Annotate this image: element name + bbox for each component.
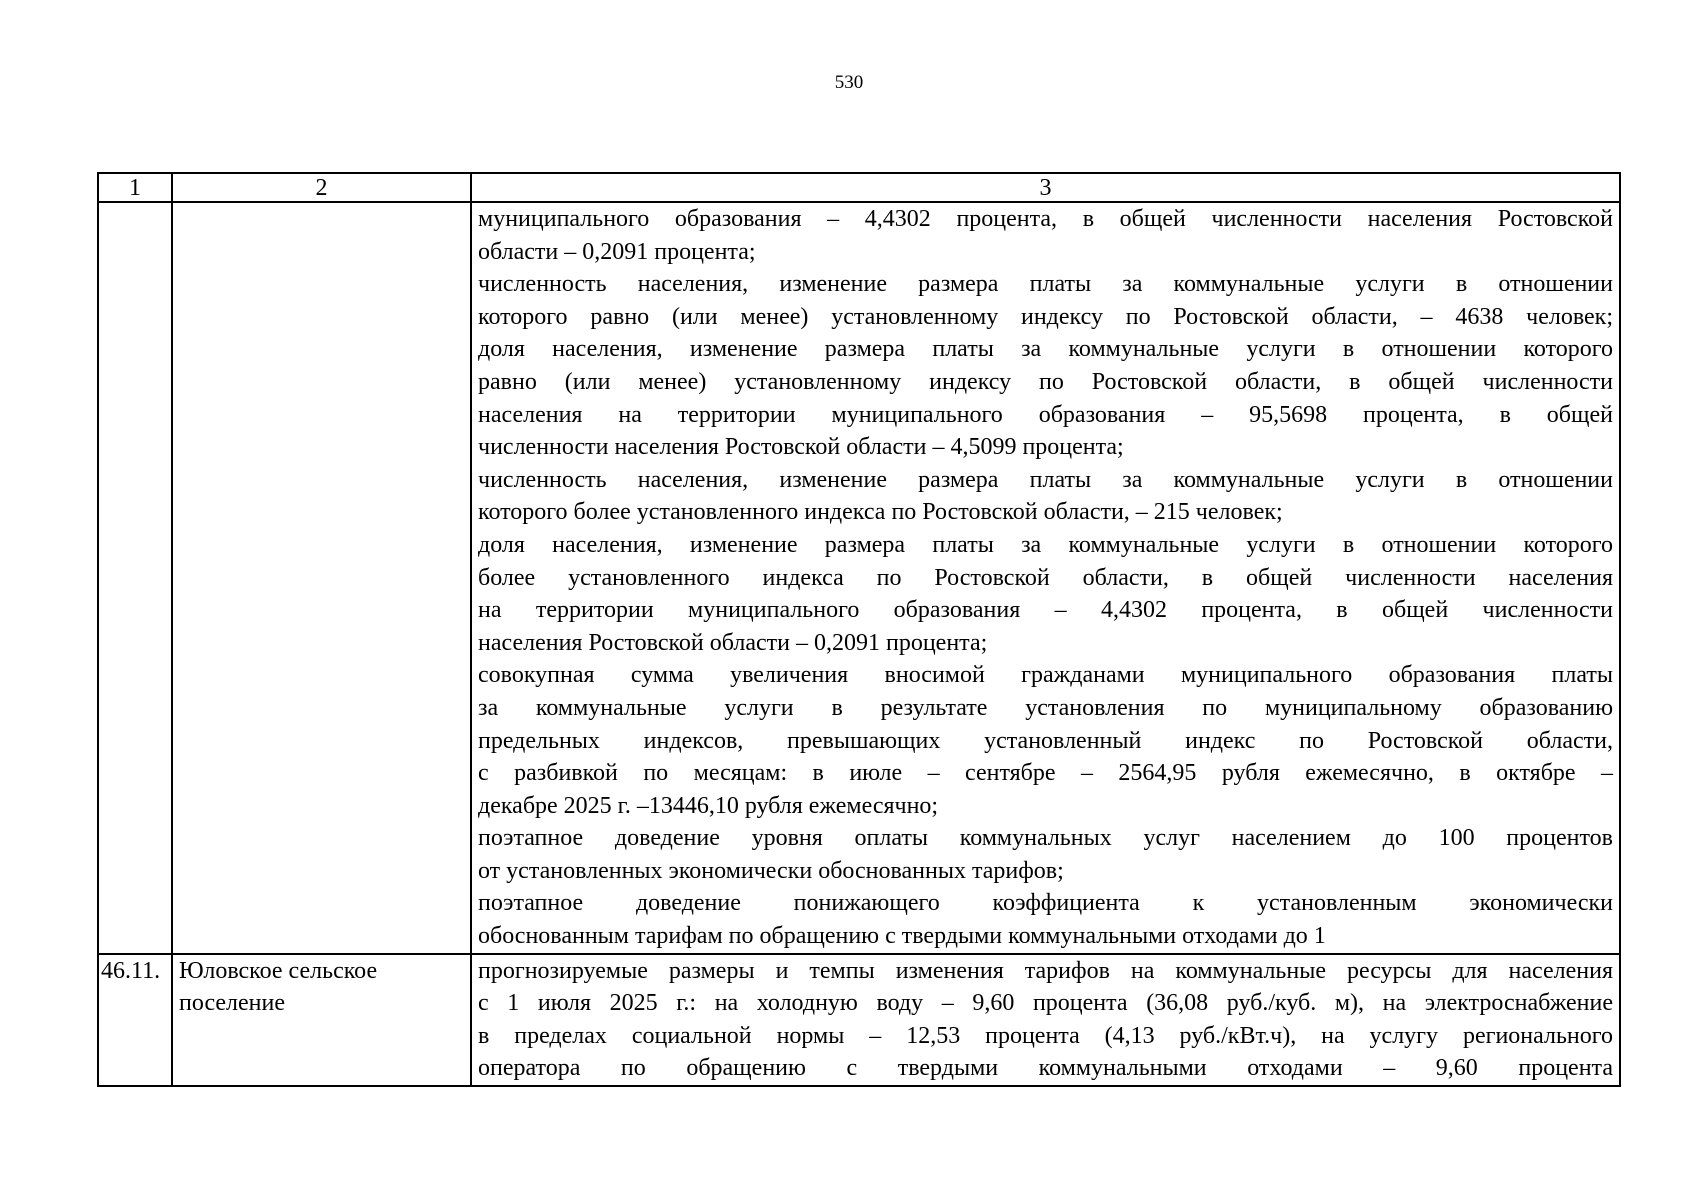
text-line: области – 0,2091 процента;: [478, 238, 756, 265]
text-line: за коммунальные услуги в результате установления по муниципальному образованию: [478, 694, 1613, 721]
text-line: населения Ростовской области – 0,2091 процента;: [478, 629, 988, 656]
text-line: равно (или менее) установленному индексу по Ростовской области, в общей численности: [478, 368, 1613, 395]
text-line: в пределах социальной нормы – 12,53 процента (4,13 руб./кВт.ч), на услугу регионального: [478, 1022, 1613, 1049]
municipality-name-cell: Юловское сельское поселение: [172, 954, 471, 1086]
text-line: с разбивкой по месяцам: в июле – сентябре – 2564,95 рубля ежемесячно, в октябре –: [478, 760, 1613, 787]
text-line: обоснованным тарифам по обращению с твердыми коммунальными отходами до 1: [478, 923, 1326, 950]
text-line: предельных индексов, превышающих установленный индекс по Ростовской области,: [478, 727, 1613, 754]
description-cell: [471, 202, 1620, 954]
text-line: которого равно (или менее) установленному индексу по Ростовской области, – 4638 человек;: [478, 303, 1613, 330]
text-line: совокупная сумма увеличения вносимой гражданами муниципального образования платы: [478, 662, 1613, 689]
text-line: на территории муниципального образования – 4,4302 процента, в общей численности: [478, 597, 1613, 624]
row-number-cell: 46.11.: [98, 954, 172, 1086]
text-line: прогнозируемые размеры и темпы изменения тарифов на коммунальные ресурсы для населения: [478, 957, 1613, 984]
text-line: численности населения Ростовской области – 4,5099 процента;: [478, 434, 1124, 461]
row-number-cell: [98, 202, 172, 954]
text-line: численность населения, изменение размера платы за коммунальные услуги в отношении: [478, 271, 1613, 298]
column-header-2: 2: [172, 173, 471, 202]
page-number: 530: [834, 72, 864, 93]
description-text-clip: [478, 955, 1613, 1085]
text-line: доля населения, изменение размера платы за коммунальные услуги в отношении которого: [478, 531, 1613, 558]
column-header-1: 1: [98, 173, 172, 202]
text-line: муниципального образования – 4,4302 процента, в общей численности населения Ростовской: [478, 206, 1613, 232]
text-line: от установленных экономически обоснованных тарифов;: [478, 857, 1064, 884]
municipality-name-cell: [172, 202, 471, 954]
text-line: более установленного индекса по Ростовской области, в общей численности населения: [478, 564, 1613, 591]
text-line: доля населения, изменение размера платы за коммунальные услуги в отношении которого: [478, 336, 1613, 363]
text-line: численность населения, изменение размера платы за коммунальные услуги в отношении: [478, 466, 1613, 493]
text-line: которого более установленного индекса по Ростовской области, – 215 человек;: [478, 499, 1283, 526]
table-row: [98, 954, 1620, 1086]
table-header-row: [98, 173, 1620, 202]
text-line: поэтапное доведение уровня оплаты коммунальных услуг населением до 100 процентов: [478, 825, 1613, 852]
document-table: [97, 172, 1621, 1087]
text-line: с 1 июля 2025 г.: на холодную воду – 9,60 процента (36,08 руб./куб. м), на электроснабжение: [478, 990, 1613, 1017]
text-line: населения на территории муниципального образования – 95,5698 процента, в общей: [478, 401, 1613, 428]
description-cell: [471, 954, 1620, 1086]
text-line: оператора по обращению с твердыми коммунальными отходами – 9,60 процента: [478, 1055, 1613, 1082]
text-line: поэтапное доведение понижающего коэффициента к установленным экономически: [478, 890, 1613, 917]
column-header-3: 3: [471, 173, 1620, 202]
text-line: декабре 2025 г. –13446,10 рубля ежемесячно;: [478, 792, 939, 819]
table-row: [98, 202, 1620, 954]
